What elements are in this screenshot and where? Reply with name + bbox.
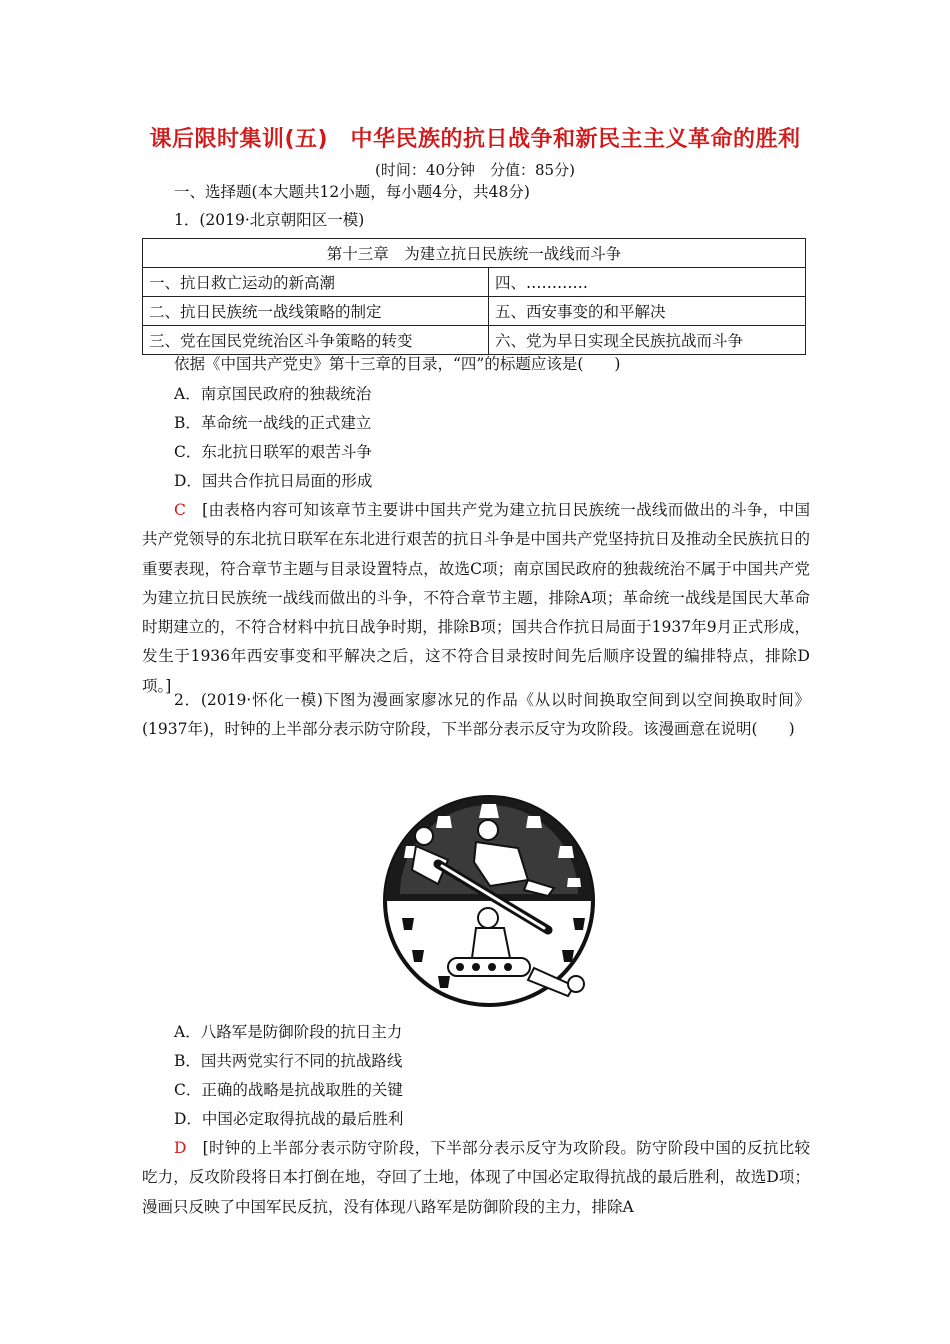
toc-cell: 五、西安事变的和平解决 [489,297,806,326]
section-heading: 一、选择题(本大题共12小题，每小题4分，共48分) [174,183,530,201]
document-title: 课后限时集训(五) 中华民族的抗日战争和新民主主义革命的胜利 [149,127,801,152]
question-2-stem: 2．(2019·怀化一模)下图为漫画家廖冰兄的作品《从以时间换取空间到以空间换取时间》(1937年)，时钟的上半部分表示防守阶段，下半部分表示反守为攻阶段。该漫画意在说明( ) [142,691,810,739]
toc-cell: 六、党为早日实现全民族抗战而斗争 [489,326,806,355]
toc-cell: 一、抗日救亡运动的新高潮 [143,268,489,297]
chapter-toc-table [142,238,806,355]
q1-answer-letter: C [174,501,186,519]
table-row [143,297,806,326]
question-1-stem: 1．(2019·北京朝阳区一模) [174,211,365,229]
toc-cell: 四、………… [489,268,806,297]
table-row [143,268,806,297]
q2-option-b: B．国共两党实行不同的抗战路线 [174,1052,403,1070]
q2-option-d: D．中国必定取得抗战的最后胜利 [174,1110,404,1128]
q2-option-c: C．正确的战略是抗战取胜的关键 [174,1081,403,1099]
toc-cell: 二、抗日民族统一战线策略的制定 [143,297,489,326]
q2-answer-explanation: D [时钟的上半部分表示防守阶段，下半部分表示反守为攻阶段。防守阶段中国的反抗比较吃力，反攻阶段将日本打倒在地，夺回了土地，体现了中国必定取得抗战的最后胜利，故选D项；漫画只反映了中国军民反抗，没有体现八路军是防御阶段的主力，排除A [142,1139,810,1216]
q1-answer-explanation: C [由表格内容可知该章节主要讲中国共产党为建立抗日民族统一战线而做出的斗争，中国共产党领导的东北抗日联军在东北进行艰苦的抗日斗争是中国共产党坚持抗日及推动全民族抗日的重要表现，符合章节主题与目录设置特点，故选C项；南京国民政府的独裁统治不属于中国共产党为建立抗日民族统一战线而做出的斗争，不符合章节主题，排除A项；革命统一战线是国民大革命时期建立的，不符合材料中抗日战争时期，排除B项；国共合作抗日局面于1937年9月正式形成，发生于1936年西安事变和平解决之后，这不符合目录按时间先后顺序设置的编排特点，排除D项。] [142,501,810,695]
q1-option-d: D．国共合作抗日局面的形成 [174,472,373,490]
q2-option-a: A．八路军是防御阶段的抗日主力 [174,1023,403,1041]
document-subtitle: (时间：40分钟 分值：85分) [375,161,575,179]
question-1-text: 依据《中国共产党史》第十三章的目录，“四”的标题应该是( ) [174,355,621,373]
toc-cell: 三、党在国民党统治区斗争策略的转变 [143,326,489,355]
q2-answer-letter: D [174,1139,187,1157]
q1-option-a: A．南京国民政府的独裁统治 [174,385,372,403]
table-row [143,239,806,268]
q1-option-b: B．革命统一战线的正式建立 [174,414,372,432]
toc-header: 第十三章 为建立抗日民族统一战线而斗争 [143,239,806,268]
q1-option-c: C．东北抗日联军的艰苦斗争 [174,443,372,461]
clock-cartoon-image [378,790,600,1012]
